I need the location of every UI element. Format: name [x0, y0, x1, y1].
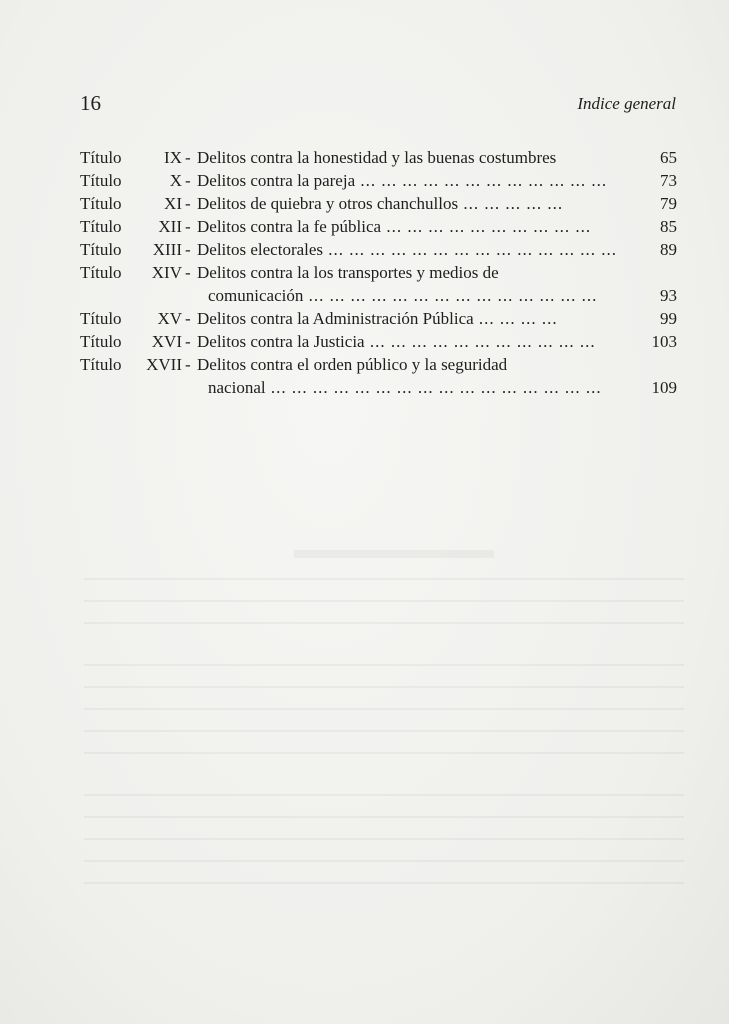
toc-line — [80, 376, 677, 399]
toc-line — [80, 353, 677, 376]
toc-title — [197, 261, 627, 284]
toc-dash: - — [185, 194, 191, 213]
toc-page-number: 103 — [651, 332, 677, 351]
dot-leader: ... ... ... ... ... ... ... ... ... ... ... ... ... ... — [323, 240, 618, 259]
toc-entry — [80, 238, 677, 261]
toc-title — [197, 146, 627, 169]
toc-entry — [80, 307, 677, 330]
toc-title-text: comunicación — [208, 286, 304, 305]
toc-title — [208, 284, 627, 307]
toc-page-number: 65 — [660, 148, 677, 167]
toc-numeral: XIV — [151, 263, 182, 282]
toc-title-text: Delitos contra el orden público y la seguridad — [197, 355, 508, 374]
toc-title — [197, 353, 627, 376]
toc-dash: - — [185, 309, 191, 328]
toc-label: Título — [80, 332, 122, 351]
toc-title — [197, 169, 627, 192]
toc-page-number: 73 — [660, 171, 677, 190]
dot-leader: ... ... ... ... ... ... ... ... ... ... ... ... ... ... ... ... — [265, 378, 602, 397]
toc-line — [80, 330, 677, 353]
toc-dash: - — [185, 355, 191, 374]
toc-title-text: Delitos contra la Administración Pública — [197, 309, 474, 328]
dot-leader: ... ... ... ... ... ... ... ... ... ... ... — [364, 332, 596, 351]
toc-page-number: 99 — [660, 309, 677, 328]
toc-dash: - — [185, 240, 191, 259]
toc-dash: - — [185, 148, 191, 167]
toc-label: Título — [80, 240, 122, 259]
toc-numeral: XII — [158, 217, 182, 236]
toc-line — [80, 215, 677, 238]
dot-leader: ... ... ... ... ... — [458, 194, 564, 213]
toc-entry — [80, 330, 677, 353]
toc-entry — [80, 169, 677, 192]
toc-title-text: Delitos contra la fe pública — [197, 217, 382, 236]
toc-entry — [80, 353, 677, 399]
dot-leader: ... ... ... ... — [473, 309, 558, 328]
toc-title — [197, 192, 627, 215]
running-title: Indice general — [577, 94, 676, 113]
toc-title-text: Delitos de quiebra y otros chanchullos — [197, 194, 459, 213]
table-of-contents — [80, 146, 677, 399]
toc-title-text: nacional — [208, 378, 266, 397]
toc-entry — [80, 261, 677, 307]
toc-label: Título — [80, 217, 122, 236]
toc-dash: - — [185, 263, 191, 282]
toc-title — [208, 376, 627, 399]
toc-entry — [80, 192, 677, 215]
toc-entry — [80, 215, 677, 238]
toc-title — [197, 215, 627, 238]
toc-label: Título — [80, 194, 122, 213]
toc-title — [197, 307, 627, 330]
toc-line — [80, 238, 677, 261]
toc-numeral: XV — [157, 309, 182, 328]
toc-label: Título — [80, 171, 122, 190]
toc-title — [197, 330, 627, 353]
toc-dash: - — [185, 332, 191, 351]
toc-dash: - — [185, 171, 191, 190]
toc-page-number: 109 — [651, 378, 677, 397]
toc-line — [80, 146, 677, 169]
toc-title — [197, 238, 627, 261]
bleed-through-shadow — [84, 540, 684, 1010]
toc-title-text: Delitos contra la honestidad y las buenas costumbres — [197, 148, 557, 167]
toc-entry — [80, 146, 677, 169]
dot-leader: ... ... ... ... ... ... ... ... ... ... — [381, 217, 592, 236]
toc-numeral: XIII — [152, 240, 182, 259]
dot-leader: ... ... ... ... ... ... ... ... ... ... ... ... — [355, 171, 608, 190]
toc-numeral: XVI — [151, 332, 182, 351]
toc-title-text: Delitos contra la Justicia — [197, 332, 365, 351]
toc-numeral: X — [169, 171, 182, 190]
toc-line — [80, 307, 677, 330]
toc-numeral: XI — [164, 194, 182, 213]
dot-leader: ... ... ... ... ... ... ... ... ... ... ... ... ... ... — [303, 286, 598, 305]
toc-page-number: 79 — [660, 194, 677, 213]
toc-label: Título — [80, 148, 122, 167]
toc-line — [80, 261, 677, 284]
toc-line — [80, 192, 677, 215]
toc-title-text: Delitos contra la los transportes y medios de — [197, 263, 499, 282]
toc-page-number: 85 — [660, 217, 677, 236]
toc-title-text: Delitos electorales — [197, 240, 324, 259]
toc-label: Título — [80, 263, 122, 282]
toc-numeral: XVII — [146, 355, 182, 374]
toc-line — [80, 284, 677, 307]
toc-page-number: 89 — [660, 240, 677, 259]
toc-dash: - — [185, 217, 191, 236]
toc-page-number: 93 — [660, 286, 677, 305]
toc-numeral: IX — [164, 148, 182, 167]
toc-title-text: Delitos contra la pareja — [197, 171, 356, 190]
toc-label: Título — [80, 309, 122, 328]
page-number: 16 — [80, 91, 101, 115]
toc-line — [80, 169, 677, 192]
toc-label: Título — [80, 355, 122, 374]
